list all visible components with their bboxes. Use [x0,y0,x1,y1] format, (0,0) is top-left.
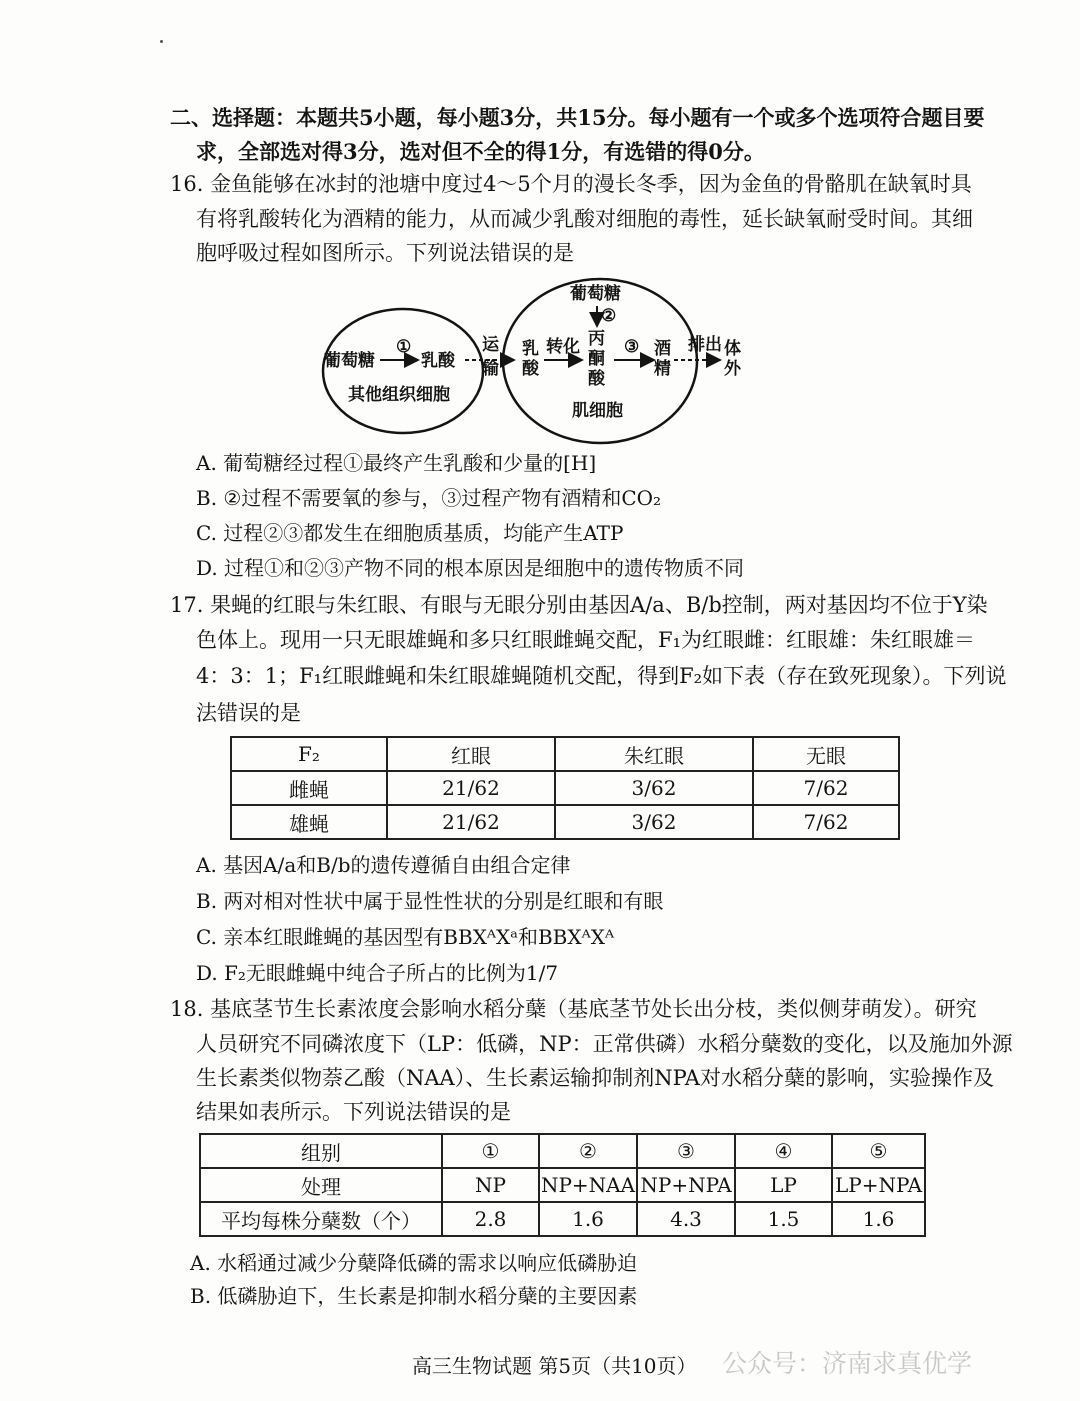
q18-option-b: B. 低磷胁迫下，生长素是抑制水稻分蘖的主要因素 [190,1284,638,1308]
table-cell: 组别 [200,1134,442,1168]
q18-stem-line-2: 人员研究不同磷浓度下（LP：低磷，NP：正常供磷）水稻分蘖数的变化，以及施加外源 [196,1032,1013,1056]
table-cell: 21/62 [387,805,555,839]
table-cell: ③ [637,1134,735,1168]
table-cell: 红眼 [387,737,555,771]
q18-option-a: A. 水稻通过减少分蘖降低磷的需求以响应低磷胁迫 [190,1251,638,1275]
q17-option-d: D. F₂无眼雌蝇中纯合子所占的比例为1/7 [196,961,559,985]
q16-option-b: B. ②过程不需要氧的参与，③过程产物有酒精和CO₂ [196,486,662,510]
q16-option-a: A. 葡萄糖经过程①最终产生乳酸和少量的[H] [196,451,597,475]
step-1-label: ① [396,337,412,357]
respiration-diagram [318,276,768,446]
table-cell: 雄蝇 [231,805,387,839]
table-cell: 1.5 [735,1202,832,1236]
table-cell: 3/62 [555,771,753,805]
section-heading-line-1: 二、选择题：本题共5小题，每小题3分，共15分。每小题有一个或多个选项符合题目要 [170,105,985,130]
q17-table-header [231,737,899,771]
table-row [231,805,899,839]
q17-stem-line-2: 色体上。现用一只无眼雄蝇和多只红眼雌蝇交配，F₁为红眼雌：红眼雄：朱红眼雄＝ [196,628,975,652]
pyruvate-label-3: 酸 [588,369,605,389]
q17-stem-line-4: 法错误的是 [196,701,301,725]
speck [160,40,163,43]
excrete-label: 排出 [688,335,722,355]
table-row [231,771,899,805]
table-cell: 4.3 [637,1202,735,1236]
q16-option-c: C. 过程②③都发生在细胞质基质，均能产生ATP [196,521,624,545]
ethanol-label-2: 精 [654,359,671,379]
q16-stem-line-2: 有将乳酸转化为酒精的能力，从而减少乳酸对细胞的毒性，延长缺氧耐受时间。其细 [196,207,973,231]
transport-label-2: 输 [482,359,499,379]
q18-stem-line-3: 生长素类似物萘乙酸（NAA）、生长素运输抑制剂NPA对水稻分蘖的影响，实验操作及 [196,1066,994,1090]
q17-table [230,736,900,840]
step-3-label: ③ [624,337,640,357]
muscle-lactate-label-1: 乳 [522,339,539,359]
table-cell: 1.6 [832,1202,925,1236]
table-cell: 平均每株分蘖数（个） [200,1202,442,1236]
q17-option-b: B. 两对相对性状中属于显性性状的分别是红眼和有眼 [196,889,664,913]
table-cell: LP+NPA [832,1168,925,1202]
table-cell: 21/62 [387,771,555,805]
outside-label-2: 外 [724,359,741,379]
other-cell-outline [323,309,483,433]
table-cell: 7/62 [753,771,899,805]
page-footer: 高三生物试题 第5页（共10页） [412,1354,697,1378]
q17-stem-line-3: 4：3：1；F₁红眼雌蝇和朱红眼雄蝇随机交配，得到F₂如下表（存在致死现象）。下列说 [196,664,1007,688]
q16-stem-line-1: 16. 金鱼能够在冰封的池塘中度过4～5个月的漫长冬季，因为金鱼的骨骼肌在缺氧时具 [170,172,972,196]
table-cell: ⑤ [832,1134,925,1168]
table-cell: NP+NPA [637,1168,735,1202]
table-cell: 无眼 [753,737,899,771]
q18-stem-line-1: 18. 基底茎节生长素浓度会影响水稻分蘖（基底茎节处长出分枝，类似侧芽萌发）。研究 [170,997,977,1021]
pyruvate-label-1: 丙 [588,329,605,349]
table-cell: NP+NAA [539,1168,637,1202]
table-cell: LP [735,1168,832,1202]
q18-stem-line-4: 结果如表所示。下列说法错误的是 [196,1100,511,1124]
watermark: 公众号：济南求真优学 [722,1349,973,1378]
convert-label: 转化 [546,337,580,357]
table-cell: 7/62 [753,805,899,839]
outside-label-1: 体 [724,339,741,359]
table-cell: ① [442,1134,539,1168]
table-cell: F₂ [231,737,387,771]
left-glucose-label: 葡萄糖 [324,351,375,371]
step-2-label: ② [601,306,617,326]
q18-table [199,1133,926,1237]
q17-stem-line-1: 17. 果蝇的红眼与朱红眼、有眼与无眼分别由基因A/a、B/b控制，两对基因均不位于Y染 [170,593,988,617]
q16-stem-line-3: 胞呼吸过程如图所示。下列说法错误的是 [196,241,574,265]
table-cell: 2.8 [442,1202,539,1236]
table-row [200,1134,925,1168]
table-row [200,1202,925,1236]
left-lactate-label: 乳酸 [421,351,455,371]
transport-label-1: 运 [482,335,499,355]
table-cell: ② [539,1134,637,1168]
ethanol-label-1: 酒 [654,339,671,359]
table-cell: 雌蝇 [231,771,387,805]
top-glucose-label: 葡萄糖 [570,284,621,304]
table-cell: 3/62 [555,805,753,839]
table-cell: 1.6 [539,1202,637,1236]
other-cell-label: 其他组织细胞 [348,385,450,405]
table-cell: 朱红眼 [555,737,753,771]
q17-option-c: C. 亲本红眼雌蝇的基因型有BBXᴬXᵃ和BBXᴬXᴬ [196,925,615,949]
table-cell: 处理 [200,1168,442,1202]
table-row [200,1168,925,1202]
pyruvate-label-2: 酮 [588,349,605,369]
section-heading-line-2: 求，全部选对得3分，选对但不全的得1分，有选错的得0分。 [196,139,765,164]
table-cell: NP [442,1168,539,1202]
q17-option-a: A. 基因A/a和B/b的遗传遵循自由组合定律 [196,853,571,877]
table-cell: ④ [735,1134,832,1168]
q16-option-d: D. 过程①和②③产物不同的根本原因是细胞中的遗传物质不同 [196,556,745,580]
muscle-lactate-label-2: 酸 [522,359,539,379]
muscle-cell-label: 肌细胞 [572,401,623,421]
